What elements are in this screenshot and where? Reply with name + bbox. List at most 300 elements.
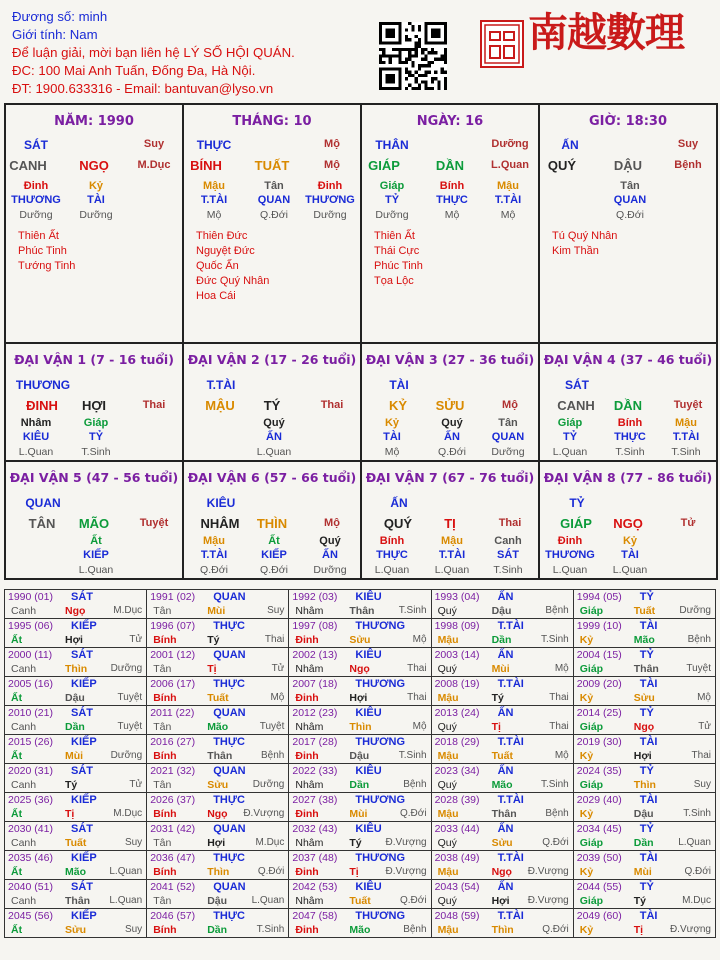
year-label: 2030 (41) — [8, 823, 53, 835]
year-stem: Canh — [11, 721, 37, 733]
year-stage: Dưỡng — [110, 663, 143, 674]
hidden-stem: Tân — [264, 180, 284, 192]
year-label: 2000 (11) — [8, 649, 53, 661]
year-label: 2044 (55) — [576, 881, 622, 893]
year-entry — [432, 735, 573, 763]
year-branch: Mùi — [207, 605, 226, 617]
year-entry — [147, 706, 288, 734]
year-stage: Thai — [549, 692, 569, 703]
year-cell — [147, 793, 289, 822]
year-ten-god: SÁT — [71, 707, 93, 719]
earthly-branch: DẬU — [613, 158, 643, 173]
header-info — [12, 8, 295, 98]
year-cell — [289, 648, 431, 677]
year-entry — [5, 909, 146, 937]
qr-code-icon — [379, 22, 447, 90]
year-stage: Tử — [129, 779, 143, 790]
dv-hidden-stage: T.Sinh — [81, 446, 111, 458]
year-stage: Bệnh — [545, 808, 569, 819]
year-stem: Canh — [11, 605, 37, 617]
year-ten-god: SÁT — [71, 823, 93, 835]
year-ten-god: QUAN — [213, 707, 246, 719]
dai-van-stage: Tuyệt — [673, 399, 703, 411]
year-stem: Kỷ — [579, 750, 594, 762]
dai-van-stem: QUÝ — [383, 516, 413, 531]
year-stem: Mậu — [437, 634, 459, 646]
year-branch: Tý — [491, 692, 504, 704]
year-stem: Giáp — [579, 895, 604, 907]
year-stem: Canh — [11, 837, 37, 849]
dai-van — [540, 344, 716, 460]
year-stage: Dưỡng — [679, 605, 711, 616]
year-entry — [5, 706, 146, 734]
year-branch: Tý — [633, 895, 647, 907]
year-ten-god: THỰC — [213, 852, 245, 864]
pillar-cell — [539, 104, 717, 343]
year-entry — [289, 909, 430, 937]
dai-van-cell — [5, 343, 183, 461]
year-stem: Kỷ — [579, 808, 594, 820]
dv-hidden-stage: T.Sinh — [671, 446, 701, 458]
year-stem: Kỷ — [579, 634, 594, 646]
year-branch: Mão — [207, 721, 229, 733]
year-ten-god: KIÊU — [355, 707, 382, 719]
dai-van-title: ĐẠI VẬN 2 (17 - 26 tuổi) — [187, 352, 357, 367]
dv-hidden-stage: Q.Đới — [200, 564, 228, 576]
year-stem: Quý — [437, 605, 457, 617]
year-row — [5, 648, 716, 677]
dai-van-stem: GIÁP — [560, 516, 592, 531]
year-stage: Q.Đới — [542, 837, 569, 848]
year-stem: Giáp — [579, 779, 604, 791]
dv-hidden-ten-god: KIẾP — [261, 549, 287, 561]
dv-hidden-ten-god: TỶ — [562, 431, 578, 443]
year-label: 2001 (12) — [150, 649, 196, 661]
year-stem: Đinh — [295, 750, 319, 762]
hidden-stem: Kỷ — [88, 180, 104, 192]
year-row — [5, 706, 716, 735]
dai-van-cell — [183, 343, 361, 461]
year-stage: Mộ — [697, 692, 711, 703]
dv-hidden-stem: Ất — [90, 535, 102, 547]
year-stem: Giáp — [579, 663, 604, 675]
year-branch: Thìn — [491, 924, 514, 936]
hidden-ten-god: TỶ — [384, 194, 400, 206]
dv-hidden-ten-god: TÀI — [383, 431, 401, 443]
hidden-stem: Bính — [439, 180, 465, 192]
year-stage: Đ.Vượng — [527, 866, 569, 877]
year-ten-god: THỰC — [213, 736, 245, 748]
pillar-title: THÁNG: 10 — [232, 114, 312, 129]
year-branch: Sửu — [65, 924, 87, 936]
dai-van-ten-god: QUAN — [25, 496, 61, 510]
year-label: 2028 (39) — [434, 794, 480, 806]
year-entry — [289, 619, 430, 647]
phone-email-line: ĐT: 1900.633316 - Email: bantuvan@lyso.vn — [12, 81, 274, 96]
year-stem: Giáp — [579, 721, 604, 733]
year-entry — [147, 677, 288, 705]
year-label: 2047 (58) — [292, 910, 338, 922]
year-ten-god: KIẾP — [71, 736, 97, 748]
dai-van-stage: Mộ — [324, 517, 340, 529]
dai-van-cell — [5, 461, 183, 579]
pillar — [6, 105, 182, 342]
year-branch: Mão — [633, 634, 655, 646]
year-cell — [147, 880, 289, 909]
year-cell — [573, 909, 715, 938]
hidden-stem: Đinh — [317, 180, 343, 192]
year-cell — [573, 764, 715, 793]
year-stem: Nhâm — [295, 605, 324, 617]
dai-van-branch: THÌN — [256, 516, 288, 531]
year-stem: Kỷ — [579, 692, 594, 704]
year-ten-god: T.TÀI — [497, 794, 524, 806]
dai-van — [362, 462, 538, 578]
year-branch: Tuất — [349, 895, 371, 907]
year-ten-god: THƯƠNG — [355, 852, 406, 864]
year-stage: Đ.Vượng — [527, 895, 569, 906]
year-stem: Đinh — [295, 924, 319, 936]
year-ten-god: KIÊU — [355, 881, 382, 893]
year-entry — [432, 677, 573, 705]
year-stage: Đ.Vượng — [385, 866, 427, 877]
year-branch: Tị — [349, 866, 359, 878]
dai-van — [6, 462, 182, 578]
dv-hidden-ten-god: THỰC — [376, 549, 408, 561]
year-label: 2009 (20) — [576, 678, 622, 690]
dv-hidden-ten-god: TÀI — [621, 549, 639, 561]
year-row — [5, 619, 716, 648]
year-label: 2040 (51) — [8, 881, 53, 893]
year-label: 2024 (35) — [576, 765, 622, 777]
year-ten-god: ẤN — [497, 765, 514, 777]
dai-van-ten-god: TÀI — [389, 378, 409, 392]
year-stage: T.Sinh — [398, 750, 427, 761]
year-branch: Mùi — [65, 750, 84, 762]
year-entry — [5, 677, 146, 705]
year-stem: Nhâm — [295, 721, 324, 733]
year-ten-god: QUAN — [213, 765, 246, 777]
seal-stamp-icon — [480, 20, 524, 68]
dv-hidden-stem: Mậu — [203, 535, 225, 547]
year-branch: Thìn — [207, 866, 230, 878]
year-label: 2002 (13) — [292, 649, 338, 661]
dv-hidden-stage: L.Quan — [18, 446, 54, 458]
year-stage: Suy — [124, 837, 143, 848]
dv-hidden-ten-god: T.TÀI — [438, 549, 466, 561]
hidden-stage: Mộ — [206, 209, 222, 221]
dai-van-branch: MÃO — [78, 516, 110, 531]
year-ten-god: TỶ — [639, 707, 654, 719]
life-stage: Mộ — [324, 138, 340, 150]
year-stage: M.Dục — [113, 808, 143, 819]
year-label: 2025 (36) — [8, 794, 53, 806]
year-entry — [147, 648, 288, 676]
year-cell — [5, 735, 147, 764]
year-cell — [573, 880, 715, 909]
year-entry — [5, 735, 146, 763]
dv-hidden-stage: L.Quan — [434, 564, 470, 576]
year-stage: Đ.Vượng — [243, 808, 285, 819]
year-ten-god: KIÊU — [355, 765, 382, 777]
year-entry — [5, 764, 146, 792]
year-stem: Nhâm — [295, 663, 324, 675]
year-cell — [147, 590, 289, 619]
year-cell — [5, 619, 147, 648]
year-stage: T.Sinh — [683, 808, 711, 819]
year-stem: Bính — [153, 866, 177, 878]
hidden-stem: Đinh — [23, 180, 49, 192]
year-ten-god: T.TÀI — [497, 852, 524, 864]
hidden-stage: Q.Đới — [260, 209, 288, 221]
dv-hidden-stage: L.Quan — [256, 446, 292, 458]
year-stage: M.Dục — [682, 895, 711, 906]
year-ten-god: TỶ — [639, 765, 654, 777]
year-branch: Hợi — [349, 692, 368, 704]
dv-hidden-stem: Canh — [494, 535, 522, 547]
year-branch: Dậu — [207, 895, 228, 907]
year-label: 2008 (19) — [434, 678, 480, 690]
year-stem: Tân — [153, 605, 172, 617]
dv-hidden-stage: Mộ — [384, 446, 400, 458]
year-ten-god: TỶ — [639, 823, 654, 835]
year-ten-god: THỰC — [213, 678, 245, 690]
year-entry — [5, 793, 146, 821]
year-stage: Tuyệt — [259, 721, 285, 732]
year-ten-god: KIẾP — [71, 678, 97, 690]
year-stem: Giáp — [579, 605, 604, 617]
year-label: 2029 (40) — [576, 794, 622, 806]
year-label: 2007 (18) — [292, 678, 338, 690]
year-branch: Tị — [491, 721, 501, 733]
year-stage: Mộ — [412, 634, 427, 645]
year-label: 2011 (22) — [150, 707, 195, 719]
year-branch: Dần — [349, 779, 370, 791]
year-ten-god: THỰC — [213, 794, 245, 806]
year-stem: Nhâm — [295, 779, 324, 791]
year-stem: Quý — [437, 895, 457, 907]
year-branch: Hợi — [491, 895, 510, 907]
year-entry — [574, 590, 715, 618]
year-entry — [289, 880, 430, 908]
year-entry — [289, 851, 430, 879]
year-entry — [432, 822, 573, 850]
year-label: 2036 (47) — [150, 852, 196, 864]
year-cell — [289, 851, 431, 880]
year-entry — [147, 764, 288, 792]
year-ten-god: KIẾP — [71, 794, 97, 806]
star-name: Hoa Cái — [196, 290, 236, 302]
dv-hidden-ten-god: SÁT — [497, 549, 519, 561]
year-entry — [574, 822, 715, 850]
year-label: 2012 (23) — [292, 707, 338, 719]
star-name: Thiên Ất — [18, 230, 59, 242]
year-ten-god: TÀI — [639, 678, 658, 690]
year-branch: Sửu — [207, 779, 229, 791]
dv-hidden-stem: Quý — [441, 417, 463, 429]
year-ten-god: TỶ — [639, 649, 654, 661]
star-name: Quốc Ấn — [196, 260, 239, 272]
dai-van-branch: TỊ — [444, 516, 456, 531]
year-cell — [431, 648, 573, 677]
year-label: 2042 (53) — [292, 881, 338, 893]
dai-van-ten-god: KIÊU — [206, 496, 236, 510]
year-branch: Dậu — [491, 605, 512, 617]
year-cell — [431, 677, 573, 706]
year-branch: Thân — [349, 605, 375, 617]
year-entry — [289, 648, 430, 676]
dai-van — [540, 462, 716, 578]
life-stage: Suy — [677, 138, 699, 150]
year-label: 2016 (27) — [150, 736, 196, 748]
year-label: 2020 (31) — [8, 765, 53, 777]
year-branch: Mão — [65, 866, 86, 878]
year-cell — [431, 822, 573, 851]
dv-hidden-stem: Kỷ — [622, 535, 638, 547]
year-cell — [431, 735, 573, 764]
gender-line: Giới tính: Nam — [12, 27, 98, 42]
year-label: 2041 (52) — [150, 881, 196, 893]
dv-hidden-stage: T.Sinh — [615, 446, 645, 458]
year-entry — [574, 648, 715, 676]
year-ten-god: SÁT — [71, 881, 93, 893]
year-entry — [289, 822, 430, 850]
year-branch: Tuất — [65, 837, 87, 849]
year-cell — [573, 706, 715, 735]
pillar-cell — [5, 104, 183, 343]
year-cell — [431, 590, 573, 619]
dv-hidden-stem: Quý — [263, 417, 285, 429]
year-cell — [431, 880, 573, 909]
dai-van — [184, 344, 360, 460]
year-cell — [147, 822, 289, 851]
dai-van-title: ĐẠI VẬN 7 (67 - 76 tuổi) — [365, 470, 535, 485]
hidden-ten-god: QUAN — [613, 194, 647, 206]
heavenly-stem: QUÝ — [547, 158, 577, 173]
year-cell — [431, 793, 573, 822]
year-branch: Ngọ — [349, 663, 370, 675]
year-label: 2033 (44) — [434, 823, 480, 835]
year-stem: Nhâm — [295, 837, 324, 849]
year-cell — [573, 793, 715, 822]
heavenly-stem: CANH — [9, 158, 47, 173]
year-entry — [5, 822, 146, 850]
dai-van-title: ĐẠI VẬN 5 (47 - 56 tuổi) — [9, 470, 179, 485]
pillar-title: NĂM: 1990 — [54, 114, 134, 129]
year-entry — [5, 880, 146, 908]
year-stage: Q.Đới — [684, 866, 711, 877]
hidden-ten-god: T.TÀI — [494, 194, 522, 206]
star-list — [196, 229, 269, 304]
year-branch: Mùi — [491, 663, 510, 675]
dai-van — [6, 344, 182, 460]
year-ten-god: THƯƠNG — [355, 910, 406, 922]
year-entry — [147, 793, 288, 821]
pillar-cell — [183, 104, 361, 343]
dv-hidden-stage: L.Quan — [374, 564, 410, 576]
star-name: Nguyệt Đức — [196, 245, 255, 257]
year-label: 2027 (38) — [292, 794, 338, 806]
year-entry — [432, 619, 573, 647]
year-ten-god: T.TÀI — [497, 678, 524, 690]
year-stem: Tân — [153, 837, 172, 849]
year-stage: Thai — [549, 721, 569, 732]
hidden-stage: Dưỡng — [375, 209, 409, 221]
dv-hidden-ten-god: ẤN — [266, 431, 282, 443]
dai-van-branch: SỬU — [435, 398, 465, 413]
year-label: 2018 (29) — [434, 736, 480, 748]
year-ten-god: SÁT — [71, 649, 93, 661]
year-cell — [573, 619, 715, 648]
dv-hidden-ten-god: T.TÀI — [672, 431, 700, 443]
year-stage: M.Dục — [113, 605, 143, 616]
hidden-stem: Mậu — [203, 180, 225, 192]
dai-van-stage: Thai — [498, 517, 522, 529]
dai-van-ten-god: ẤN — [390, 496, 408, 510]
year-stem: Kỷ — [579, 866, 594, 878]
year-cell — [431, 706, 573, 735]
dv-hidden-stem: Bính — [617, 417, 643, 429]
year-label: 1993 (04) — [434, 591, 480, 603]
star-name: Thiên Ất — [374, 230, 415, 242]
dai-van-stem: CANH — [557, 398, 595, 413]
year-label: 2013 (24) — [434, 707, 480, 719]
dv-hidden-ten-god: ẤN — [444, 431, 460, 443]
year-stem: Canh — [11, 895, 37, 907]
year-ten-god: KIẾP — [71, 910, 97, 922]
year-label: 2048 (59) — [434, 910, 480, 922]
hidden-stage: Mộ — [444, 209, 460, 221]
year-entry — [147, 822, 288, 850]
dai-van-title: ĐẠI VẬN 4 (37 - 46 tuổi) — [543, 352, 713, 367]
year-stage: Thai — [407, 692, 427, 703]
year-stem: Mậu — [437, 866, 459, 878]
yearly-table — [4, 589, 716, 938]
year-stem: Tân — [153, 779, 172, 791]
year-branch: Tuất — [633, 605, 656, 617]
year-branch: Hợi — [207, 837, 226, 849]
dai-van-branch: TÝ — [263, 398, 281, 413]
year-cell — [5, 909, 147, 938]
star-name: Thái Cực — [374, 245, 420, 257]
life-stage: Suy — [143, 138, 165, 150]
dv-hidden-ten-god: QUAN — [491, 431, 525, 443]
year-branch: Dần — [207, 924, 228, 936]
hidden-stage: Q.Đới — [616, 209, 644, 221]
year-ten-god: KIẾP — [71, 852, 97, 864]
year-entry — [289, 764, 430, 792]
year-entry — [289, 590, 430, 618]
year-stem: Đinh — [295, 692, 319, 704]
year-row — [5, 880, 716, 909]
year-entry — [574, 735, 715, 763]
year-label: 2023 (34) — [434, 765, 480, 777]
hidden-stage: Dưỡng — [313, 209, 347, 221]
pillar — [184, 105, 360, 342]
year-label: 2032 (43) — [292, 823, 338, 835]
year-cell — [573, 648, 715, 677]
year-branch: Ngọ — [491, 866, 512, 878]
branch-stage: Bệnh — [674, 159, 702, 171]
year-cell — [289, 822, 431, 851]
year-stem: Ất — [11, 692, 23, 704]
year-ten-god: KIÊU — [355, 591, 382, 603]
year-cell — [289, 880, 431, 909]
hidden-ten-god: TÀI — [87, 194, 105, 206]
contact-line: Để luận giải, mời bạn liên hệ LÝ SỐ HỘI QUÁN. — [12, 45, 295, 60]
year-entry — [147, 851, 288, 879]
year-entry — [432, 706, 573, 734]
